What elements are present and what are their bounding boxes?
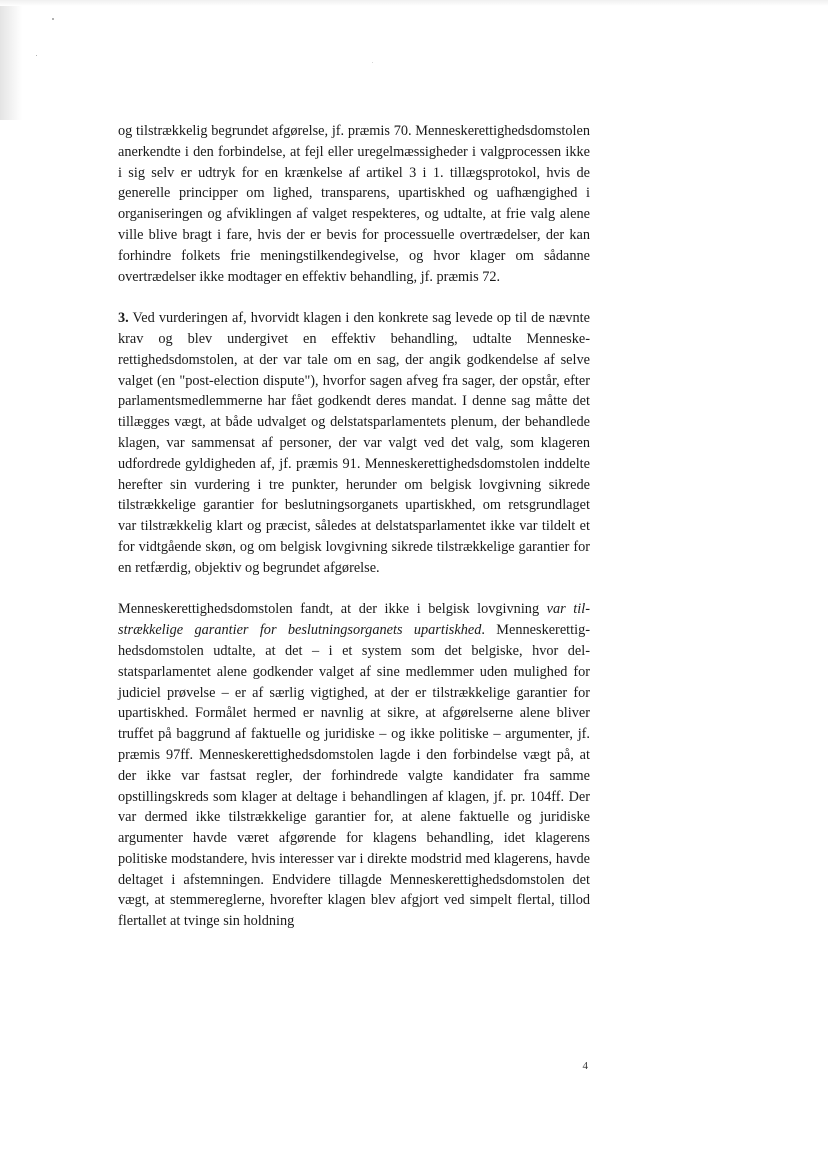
paragraph-text: og tilstrækkelig begrundet afgørelse, jf. præmis 70. Menneskerettighedsdomstolen anerkendte i den forbindelse, at fejl eller uregelmæssigheder i valgprocessen ikke i sig selv er udtryk for en krænkelse af artikel 3 i 1. tillægsprotokol, hvis de generelle principper om lighed, transparens, upartiskhed og uafhængighed i organiseringen og afviklingen af valget respekteres, og udtalte, at frie valg alene ville blive bragt i fare, hvis der er bevis for processuelle overtrædelser, der kan forhindre folkets frie meningstilkendegivelse, og hvor klager om sådanne overtrædelser ikke modtager en effektiv behandling, jf. præmis 72. — [118, 123, 590, 285]
scan-speck — [372, 62, 373, 63]
page-number: 4 — [582, 1060, 588, 1072]
scan-shadow-top — [0, 0, 828, 6]
paragraph-impartiality — [118, 599, 590, 932]
paragraph-3 — [118, 308, 590, 578]
paragraph-continuation — [118, 121, 590, 287]
paragraph-text-after: . Menneskerettighedsdomstolen udtalte, at det – i et system som det belgiske, hvor delstatsparlamentet alene godkender valget af sine medlemmer uden mulighed for judiciel prøvelse – er af særlig vigtighed, at der er tilstrækkelige garantier for upartiskhed. Formålet hermed er navnlig at sikre, at afgørelserne alene bliver truffet på baggrund af faktuelle og juridiske – og ikke politiske – argumenter, jf. præmis 97ff. Menneskerettighedsdomstolen lagde i den forbindelse vægt på, at der ikke var fastsat regler, der forhindrede valgte kandidater fra samme opstillingskreds som klager at deltage i behandlingen af klagen, jf. pr. 104ff. Der var dermed ikke tilstrækkelige garantier for, at alene faktuelle og juridiske argumenter havde været afgørende for klagens behandling, idet klagerens politiske modstandere, hvis interesser var i direkte modstrid med klagerens, havde deltaget i afstemningen. Endvidere tillagde Menneskerettighedsdomstolen det vægt, at stemmereglerne, hvorefter klagen blev afgjort ved simpelt flertal, tillod flertallet at tvinge sin holdning — [118, 622, 590, 930]
paragraph-text: Ved vurderingen af, hvorvidt klagen i den konkrete sag levede op til de nævnte krav og blev undergivet en effektiv behandling, udtalte Menneskerettighedsdomstolen, at der var tale om en sag, der angik godkendelse af selve valget (en "post-election dispute"), hvorfor sagen afveg fra sager, der opstår, efter parlamentsmedlemmerne har fået godkendt deres mandat. I denne sag måtte det tillægges vægt, at både udvalget og delstatsparlamentets plenum, der behandlede klagen, var sammensat af personer, der var valgt ved det valg, som klageren udfordrede gyldigheden af, jf. præmis 91. Menneskerettighedsdomstolen inddelte herefter sin vurdering i tre punkter, herunder om belgisk lovgivning sikrede tilstrækkelige garantier for beslutningsorganets upartiskhed, om retsgrundlaget var tilstrækkelig klart og præcist, således at delstatsparlamentet ikke var tildelt et for vidtgående skøn, og om belgisk lovgivning sikrede tilstrækkelige garantier for en retfærdig, objektiv og begrundet afgørelse. — [118, 310, 590, 576]
scan-speck — [52, 18, 54, 20]
paragraph-number: 3. — [118, 310, 129, 327]
scan-speck — [36, 55, 37, 56]
body-text — [118, 121, 590, 932]
paragraph-emphasis: var tilstrækkelige garantier for beslutningsorganets upartiskhed — [118, 601, 590, 639]
paragraph-text-before: Menneskerettighedsdomstolen fandt, at der ikke i belgisk lovgivning — [118, 601, 547, 618]
scan-shadow-left — [0, 0, 22, 120]
